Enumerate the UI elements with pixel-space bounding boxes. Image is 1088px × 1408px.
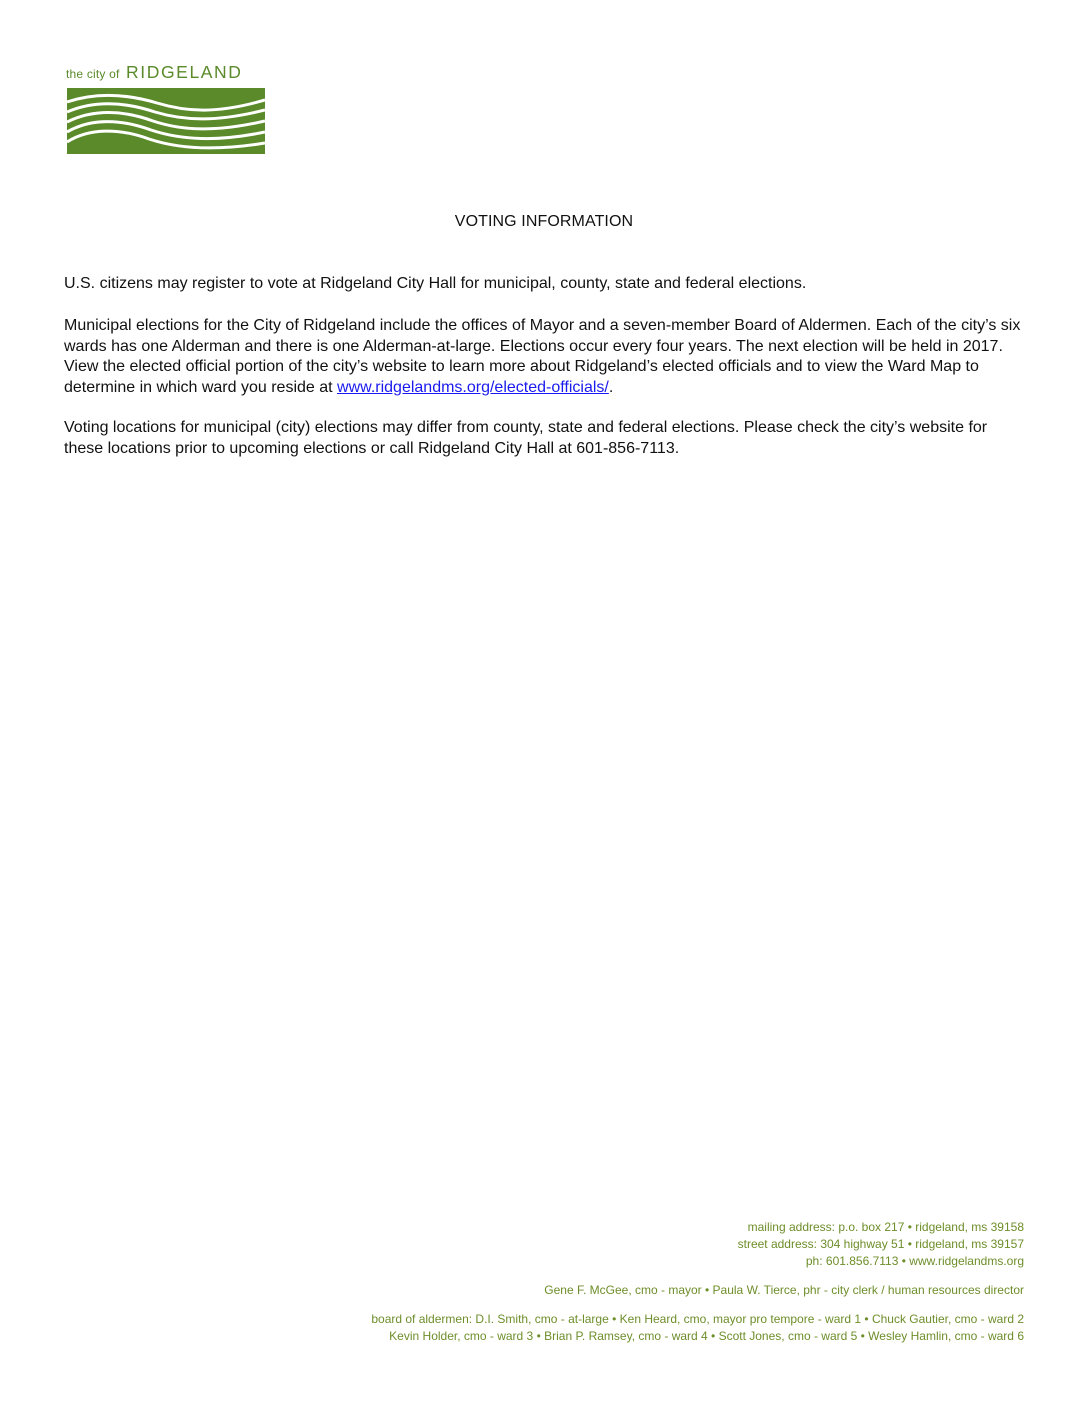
footer-spacer <box>124 1270 1024 1282</box>
logo-small-text: the city of <box>66 67 120 81</box>
paragraph-registration: U.S. citizens may register to vote at Ridgeland City Hall for municipal, county, state and federal elections. <box>64 275 807 292</box>
elected-officials-link[interactable]: www.ridgelandms.org/elected-officials/ <box>337 378 609 396</box>
footer-aldermen-line-2: Kevin Holder, cmo - ward 3 • Brian P. Ramsey, cmo - ward 4 • Scott Jones, cmo - ward 5 • Wesley Hamlin, cmo - ward 6 <box>389 1329 1024 1343</box>
page-title: VOTING INFORMATION <box>454 213 634 230</box>
logo-wordmark <box>66 62 266 84</box>
paragraph-municipal-elections <box>64 316 1024 398</box>
paragraph-period: . <box>608 378 614 396</box>
footer-street-address: street address: 304 highway 51 • ridgeland, ms 39157 <box>737 1237 1024 1251</box>
footer-officials: Gene F. McGee, cmo - mayor • Paula W. Tierce, phr - city clerk / human resources director <box>544 1283 1024 1297</box>
letterhead-footer <box>124 1219 1024 1345</box>
footer-phone-website: ph: 601.856.7113 • www.ridgelandms.org <box>805 1254 1024 1268</box>
logo-city-name: RIDGELAND <box>126 62 243 82</box>
footer-spacer <box>124 1299 1024 1311</box>
paragraph-voting-locations: Voting locations for municipal (city) elections may differ from county, state and federal elections. Please check the city’s website for these locations prior to upcoming elections or call Ridgeland City Hall at 601-856-7113. <box>64 419 988 457</box>
hills-logo-icon <box>67 88 265 154</box>
footer-aldermen-line-1: board of aldermen: D.I. Smith, cmo - at-large • Ken Heard, cmo, mayor pro tempore - ward 1 • Chuck Gautier, cmo - ward 2 <box>371 1312 1024 1326</box>
city-logo <box>66 62 266 156</box>
paragraph-text: Municipal elections for the City of Ridgeland include the offices of Mayor and a seven-member Board of Aldermen. Each of the city’s six wards has one Alderman and there is one Alderman-at-large. Elections occur every four years. The next election will be held in 2017. View the elected official portion of the city’s website to learn more about Ridgeland’s elected officials and to view the Ward Map to determine in which ward you reside at <box>64 317 1021 396</box>
footer-mailing-address: mailing address: p.o. box 217 • ridgeland, ms 39158 <box>747 1220 1024 1234</box>
